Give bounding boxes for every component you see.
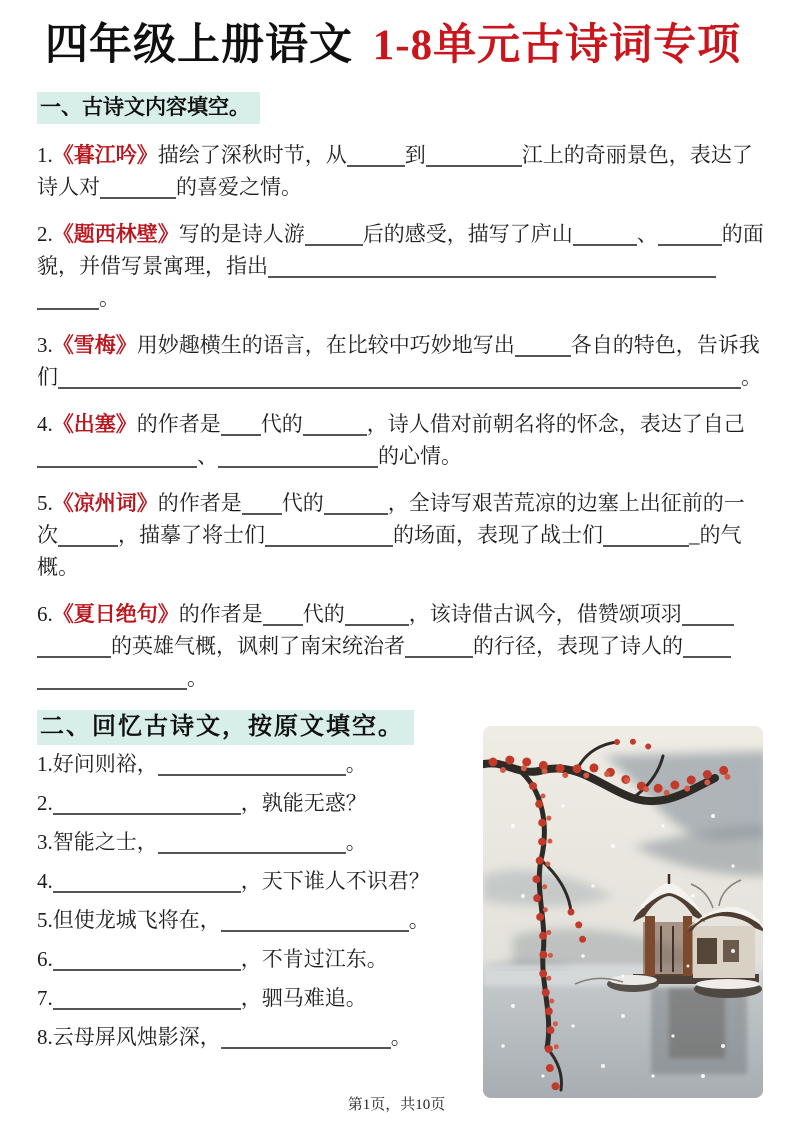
poem-title: 《题西林壁》 [52, 222, 179, 246]
fill-in-blank [683, 634, 731, 658]
section2-question-1 [37, 745, 489, 784]
question-text: ，孰能无惑？ [240, 791, 367, 815]
fill-in-blank [305, 222, 363, 246]
question-text: 4. [37, 412, 53, 436]
fill-in-blank [221, 908, 409, 932]
page-title-grade: 四年级上册语文 [45, 22, 353, 69]
poem-title: 《雪梅》 [52, 333, 137, 357]
section1-question-4 [37, 408, 765, 472]
question-text: 代的 [260, 412, 303, 436]
section2-question-6 [37, 940, 489, 979]
question-text: 的作者是 [178, 602, 263, 626]
fill-in-blank [658, 222, 722, 246]
page-number: 第1页，共10页 [347, 1097, 446, 1113]
question-text: 描绘了深秋时节，从 [157, 143, 347, 167]
question-text: 6. [37, 602, 53, 626]
question-text: 的心情。 [378, 444, 462, 468]
fill-in-blank [37, 666, 187, 690]
question-text: 后的感受，描写了庐山 [362, 222, 573, 246]
fill-in-blank [573, 222, 637, 246]
question-text: 的场面，表现了战士们 [393, 523, 603, 547]
question-text: ，不肯过江东。 [240, 947, 388, 971]
question-text: ，该诗借古讽今，借赞颂项羽 [408, 602, 682, 626]
question-text: 。 [99, 286, 120, 310]
fill-in-blank [405, 634, 473, 658]
section1-question-3 [37, 329, 765, 393]
fill-in-blank [345, 602, 409, 626]
fill-in-blank [603, 523, 689, 547]
question-text: ，描摹了将士们 [118, 523, 265, 547]
fill-in-blank [515, 333, 571, 357]
section2-question-4 [37, 862, 489, 901]
section1-question-1 [37, 139, 765, 203]
poem-title: 《出塞》 [52, 412, 137, 436]
page-title-topic: 1-8单元古诗词专项 [372, 22, 742, 69]
fill-in-blank [426, 143, 522, 167]
question-text: ，驷马难追。 [240, 986, 367, 1010]
fill-in-blank [506, 365, 741, 389]
question-text: 。 [408, 908, 430, 932]
question-text: 用妙趣横生的语言，在比较中巧妙地写出 [136, 333, 515, 357]
section1-question-5 [37, 487, 765, 583]
question-text: 的作者是 [157, 491, 242, 515]
fill-in-blank [53, 869, 241, 893]
fill-in-blank [242, 491, 282, 515]
fill-in-blank [37, 634, 111, 658]
section1-question-6 [37, 598, 765, 694]
question-text: 的面貌，并借写景寓理，指出 [37, 222, 764, 278]
question-text: 写的是诗人游 [178, 222, 305, 246]
fill-in-blank [100, 175, 176, 199]
question-text: ，诗人借对前朝名将的怀念，表达了自己 [366, 412, 745, 436]
question-text: 8.云母屏风烛影深， [37, 1025, 221, 1049]
question-text: 2. [37, 791, 53, 815]
question-text: 。 [345, 752, 367, 776]
question-text: 7. [37, 986, 53, 1010]
question-text: 的英雄气概，讽刺了南宋统治者 [111, 634, 405, 658]
fill-in-blank [53, 947, 241, 971]
section2-question-3 [37, 823, 489, 862]
winter-plum-pavilion-painting [483, 726, 763, 1098]
section2-question-2 [37, 784, 489, 823]
question-text: 、 [636, 222, 658, 246]
section2-question-8 [37, 1018, 489, 1057]
section1-heading: 一、古诗文内容填空。 [37, 92, 260, 124]
section2-heading: 二、回忆古诗文，按原文填空。 [37, 710, 414, 745]
fill-in-blank [37, 444, 197, 468]
fill-in-blank [53, 986, 241, 1010]
fill-in-blank [158, 752, 346, 776]
question-text: 的行径，表现了诗人的 [473, 634, 683, 658]
question-text: 。 [345, 830, 367, 854]
poem-title: 《夏日绝句》 [52, 602, 179, 626]
question-text: 代的 [281, 491, 324, 515]
fill-in-blank [53, 791, 241, 815]
fill-in-blank [263, 602, 303, 626]
section2-question-5 [37, 901, 489, 940]
question-text: 5. [37, 491, 53, 515]
question-text: 1.好问则裕， [37, 752, 158, 776]
fill-in-blank [37, 286, 99, 310]
question-text: 5.但使龙城飞将在， [37, 908, 221, 932]
question-text: 江上的奇丽景色，表达了诗人对 [37, 143, 753, 199]
fill-in-blank [218, 444, 378, 468]
question-text: 6. [37, 947, 53, 971]
fill-in-blank [682, 602, 734, 626]
question-text: 的作者是 [136, 412, 221, 436]
question-text: ，天下谁人不识君？ [240, 869, 430, 893]
fill-in-blank [347, 143, 405, 167]
question-text: 4. [37, 869, 53, 893]
question-text: 代的 [302, 602, 345, 626]
question-text: ，全诗写艰苦荒凉的边塞上出征前的一次 [37, 491, 745, 547]
question-text: _的气概。 [37, 523, 742, 579]
page-title [45, 20, 765, 72]
fill-in-blank [58, 365, 506, 389]
question-text: 各自的特色，告诉我们 [37, 333, 760, 389]
section2-question-7 [37, 979, 489, 1018]
fill-in-blank [268, 254, 716, 278]
question-text: 。 [390, 1025, 412, 1049]
question-text: 3. [37, 333, 53, 357]
poem-title: 《凉州词》 [52, 491, 158, 515]
fill-in-blank [303, 412, 367, 436]
fill-in-blank [324, 491, 388, 515]
question-text: 到 [404, 143, 426, 167]
fill-in-blank [58, 523, 118, 547]
question-text: 。 [187, 666, 208, 690]
fill-in-blank [221, 412, 261, 436]
fill-in-blank [158, 830, 346, 854]
question-text: 、 [197, 444, 218, 468]
fill-in-blank [221, 1025, 391, 1049]
section1-question-2 [37, 218, 765, 314]
question-text: 的喜爱之情。 [176, 175, 302, 199]
poem-title: 《暮江吟》 [52, 143, 158, 167]
question-text: 1. [37, 143, 53, 167]
question-text: 2. [37, 222, 53, 246]
section2-question-list [37, 745, 489, 1057]
question-text: 。 [741, 365, 762, 389]
fill-in-blank [265, 523, 393, 547]
question-text: 3.智能之士， [37, 830, 158, 854]
